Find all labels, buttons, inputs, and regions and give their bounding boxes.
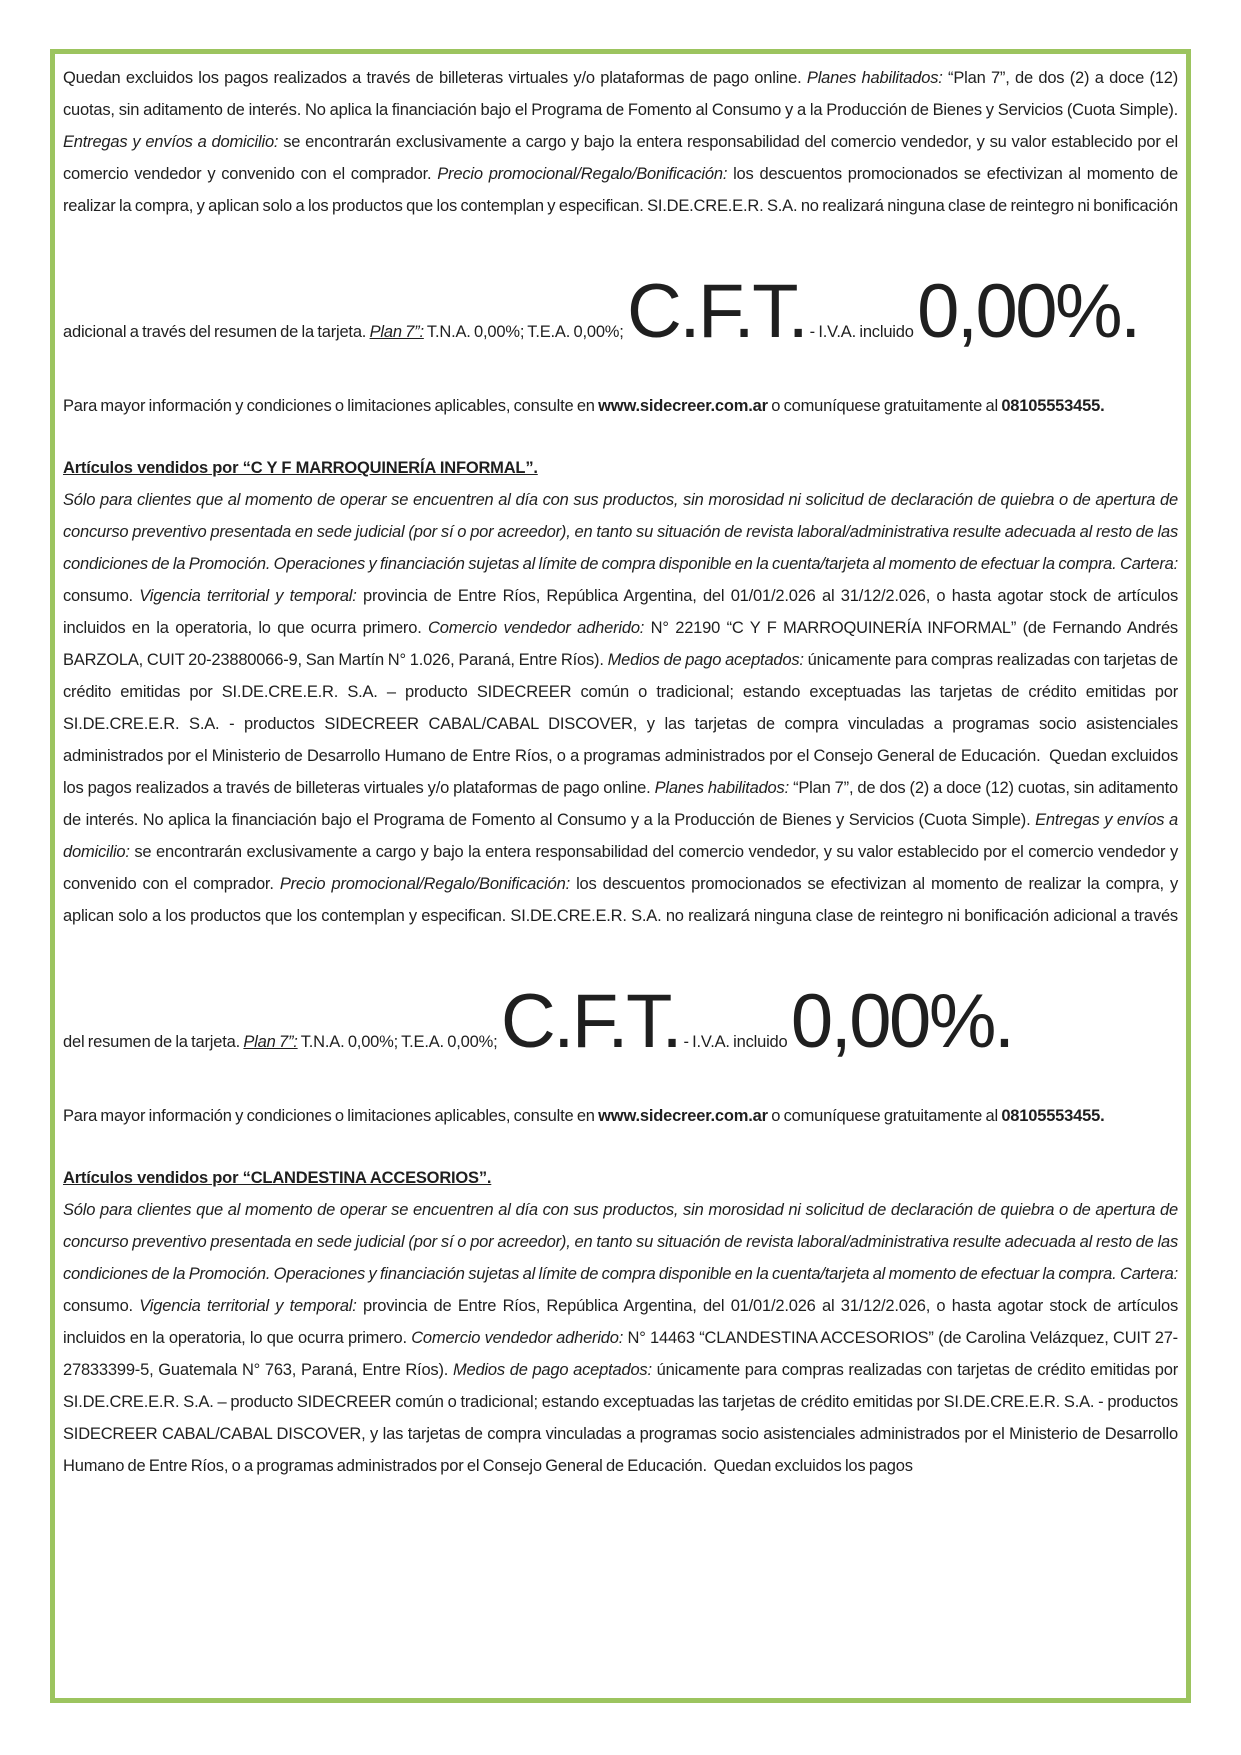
text-run: se encontrarán exclusivamente a cargo y bajo la entera responsabilidad del comercio vendedor, y su valor establecido por el comercio vendedor y convenido con el comprador. [63,133,1178,183]
text-run: Sólo para clientes que al momento de operar se encuentren al día con sus productos, sin morosidad ni solicitud de declaración de quiebra o de apertura de concurso preventivo presentada en sede judicial (por sí o por acreedor), en tanto su situación de revista laboral/administrativa resulte adecuada al resto de las condiciones de la Promoción. Operaciones y financiación sujetas al límite de compra disponible en la cuenta/tarjeta al momento de efectuar la compra. Cartera: [63,1201,1178,1283]
cft-large-label: C.F.T. [627,269,807,354]
plan-7-label: Plan 7”: [243,1033,298,1051]
section-title-text: Artículos vendidos por “C Y F MARROQUINERÍA INFORMAL”. [63,459,538,477]
paragraph-terms-clandestina [63,1194,1178,1482]
text-run: únicamente para compras realizadas con tarjetas de crédito emitidas por SI.DE.CRE.E.R. S.A. – producto SIDECREER común o tradicional; estando exceptuadas las tarjetas de crédito emitidas por SI.DE.CRE.E.R. S.A. - productos SIDECREER CABAL/CABAL DISCOVER, y las tarjetas de compra vinculadas a programas socio asistenciales administrados por el Ministerio de Desarrollo Humano de Entre Ríos, o a programas administrados por el Consejo General de Educación. Quedan excluidos los pagos realizados a través de billeteras virtuales y/o plataformas de pago online. [63,651,1179,797]
medios-pago-label: Medios de pago aceptados: [607,651,804,669]
text-run: únicamente para compras realizadas con tarjetas de crédito emitidas por SI.DE.CRE.E.R. S.A. – producto SIDECREER común o tradicional; estando exceptuadas las tarjetas de crédito emitidas por SI.DE.CRE.E.R. S.A. - productos SIDECREER CABAL/CABAL DISCOVER, y las tarjetas de compra vinculadas a programas socio asistenciales administrados por el Ministerio de Desarrollo Humano de Entre Ríos, o a programas administrados por el Consejo General de Educación. Quedan excluidos los pagos [63,1361,1178,1475]
paragraph-intro-terms [63,62,1178,402]
comercio-vendedor-label: Comercio vendedor adherido: [428,619,645,637]
paragraph-terms-cyf-marroquineria [63,484,1178,1112]
text-run: provincia de Entre Ríos, República Argentina, del 01/01/2.026 al 31/12/2.026, o hasta agotar stock de artículos incluidos en la operatoria, lo que ocurra primero. [63,1297,1178,1347]
text-run: consumo. [63,587,140,605]
medios-pago-label: Medios de pago aceptados: [452,1361,652,1379]
document-page [50,49,1191,1703]
text-run: Para mayor información y condiciones o limitaciones aplicables, consulte en [63,1107,599,1125]
entregas-label: Entregas y envíos a domicilio: [63,133,279,151]
iva-incluido-label: - I.V.A. incluido [806,323,918,341]
text-run: o comuníquese gratuitamente al [767,397,1002,415]
text-run: Sólo para clientes que al momento de operar se encuentren al día con sus productos, sin morosidad ni solicitud de declaración de quiebra o de apertura de concurso preventivo presentada en sede judicial (por sí o por acreedor), en tanto su situación de revista laboral/administrativa resulte adecuada al resto de las condiciones de la Promoción. Operaciones y financiación sujetas al límite de compra disponible en la cuenta/tarjeta al momento de efectuar la compra. Cartera: [63,491,1178,573]
text-run: N° 14463 “CLANDESTINA ACCESORIOS” (de Carolina Velázquez, CUIT 27-27833399-5, Guatemala N° 763, Paraná, Entre Ríos). [63,1329,1178,1379]
paragraph-contact-info [63,390,1178,422]
entregas-label: Entregas y envíos a domicilio: [63,811,1178,861]
plan-7-label: Plan 7”: [369,323,424,341]
text-run: “Plan 7”, de dos (2) a doce (12) cuotas, sin aditamento de interés. No aplica la financiación bajo el Programa de Fomento al Consumo y a la Producción de Bienes y Servicios (Cuota Simple). [63,69,1178,119]
website-url-text: www.sidecreer.com.ar [598,397,768,415]
section-heading-clandestina [63,1162,1178,1194]
planes-habilitados-label: Planes habilitados: [806,69,943,87]
precio-promocional-label: Precio promocional/Regalo/Bonificación: [437,165,728,183]
text-run: provincia de Entre Ríos, República Argentina, del 01/01/2.026 al 31/12/2.026, o hasta agotar stock de artículos incluidos en la operatoria, lo que ocurra primero. [63,587,1178,637]
website-url-text: www.sidecreer.com.ar [598,1107,768,1125]
precio-promocional-label: Precio promocional/Regalo/Bonificación: [279,875,570,893]
text-run: o comuníquese gratuitamente al [767,1107,1002,1125]
paragraph-contact-info-2 [63,1100,1178,1132]
tna-tea-values: T.N.A. 0,00%; T.E.A. 0,00%; [297,1033,501,1051]
text-run: Para mayor información y condiciones o limitaciones aplicables, consulte en [63,397,599,415]
planes-habilitados-label: Planes habilitados: [654,779,789,797]
text-run: “Plan 7”, de dos (2) a doce (12) cuotas, sin aditamento de interés. No aplica la financiación bajo el Programa de Fomento al Consumo y a la Producción de Bienes y Servicios (Cuota Simple). [63,779,1179,829]
text-run: Quedan excluidos los pagos realizados a través de billeteras virtuales y/o plataformas de pago online. [63,69,807,87]
section-heading-cyf-marroquineria [63,452,1178,484]
phone-number-text: 08105553455. [1001,397,1105,415]
phone-number-text: 08105553455. [1001,1107,1105,1125]
cft-large-value: 0,00%. [917,269,1139,354]
text-run: N° 22190 “C Y F MARROQUINERÍA INFORMAL” (de Fernando Andrés BARZOLA, CUIT 20-23880066-9, San Martín N° 1.026, Paraná, Entre Ríos). [63,619,1178,669]
vigencia-label: Vigencia territorial y temporal: [139,587,357,605]
tna-tea-values: T.N.A. 0,00%; T.E.A. 0,00%; [423,323,628,341]
text-run: los descuentos promocionados se efectivizan al momento de realizar la compra, y aplican solo a los productos que los contemplan y especifican. SI.DE.CRE.E.R. S.A. no realizará ninguna clase de reintegro ni bonificación adicional a través del resumen de la tarjeta. [63,165,1178,341]
cft-large-label: C.F.T. [500,979,681,1064]
vigencia-label: Vigencia territorial y temporal: [139,1297,357,1315]
text-run: los descuentos promocionados se efectivizan al momento de realizar la compra, y aplican solo a los productos que los contemplan y especifican. SI.DE.CRE.E.R. S.A. no realizará ninguna clase de reintegro ni bonificación adicional a través del resumen de la tarjeta. [63,875,1178,1051]
text-run: consumo. [63,1297,140,1315]
section-title-text: Artículos vendidos por “CLANDESTINA ACCESORIOS”. [63,1169,492,1187]
comercio-vendedor-label: Comercio vendedor adherido: [411,1329,624,1347]
text-run: se encontrarán exclusivamente a cargo y bajo la entera responsabilidad del comercio vendedor, y su valor establecido por el comercio vendedor y convenido con el comprador. [63,843,1178,893]
cft-large-value: 0,00%. [790,979,1013,1064]
iva-incluido-label: - I.V.A. incluido [680,1033,791,1051]
